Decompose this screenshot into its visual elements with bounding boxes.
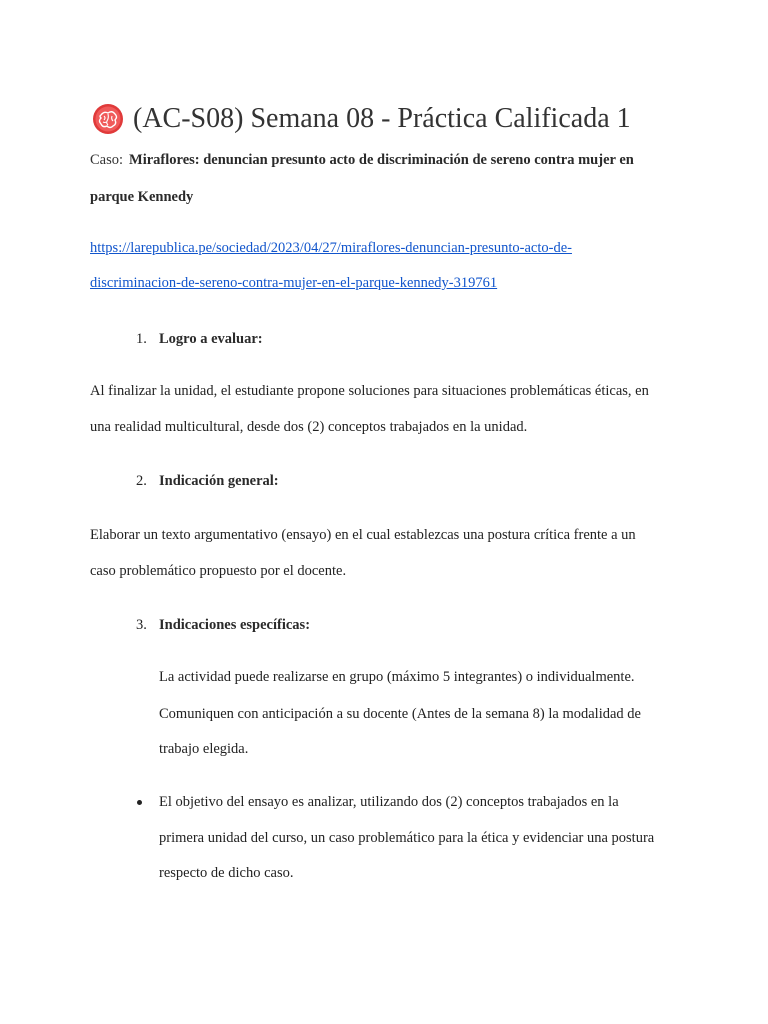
source-link-line1[interactable]: https://larepublica.pe/sociedad/2023/04/27/miraflores-denuncian-presunto-acto-de- [90, 240, 572, 256]
case-title-continued: parque Kennedy [90, 189, 194, 205]
case-title: Miraflores: denuncian presunto acto de discriminación de sereno contra mujer en [129, 152, 634, 168]
bullet-item-line: respecto de dicho caso. [159, 865, 294, 881]
case-label: Caso: [90, 152, 124, 168]
section-body-line: Comuniquen con anticipación a su docente (Antes de la semana 8) la modalidad de [159, 706, 641, 722]
bullet-item-line: El objetivo del ensayo es analizar, utilizando dos (2) conceptos trabajados en la [159, 794, 619, 810]
bullet-marker [137, 800, 142, 805]
title-row [92, 100, 631, 138]
brain-icon [92, 103, 124, 135]
case-line [90, 150, 634, 170]
section-body-line: trabajo elegida. [159, 741, 249, 757]
section-body-line: una realidad multicultural, desde dos (2) conceptos trabajados en la unidad. [90, 419, 528, 435]
section-number: 3. [136, 617, 147, 633]
section-heading-indicacion-general: Indicación general: [159, 473, 279, 489]
section-heading-logro: Logro a evaluar: [159, 331, 263, 347]
section-number: 1. [136, 331, 147, 347]
section-body-line: Elaborar un texto argumentativo (ensayo) en el cual establezcas una postura crítica frente a un [90, 527, 636, 543]
section-body-line: Al finalizar la unidad, el estudiante propone soluciones para situaciones problemáticas éticas, en [90, 383, 649, 399]
source-link-line2[interactable]: discriminacion-de-sereno-contra-mujer-en-el-parque-kennedy-319761 [90, 275, 498, 291]
section-number: 2. [136, 473, 147, 489]
bullet-item-line: primera unidad del curso, un caso problemático para la ética y evidenciar una postura [159, 830, 655, 846]
section-body-line: caso problemático propuesto por el docente. [90, 563, 347, 579]
page-title: (AC-S08) Semana 08 - Práctica Calificada 1 [133, 103, 631, 134]
section-heading-indicaciones-especificas: Indicaciones específicas: [159, 617, 311, 633]
section-body-line: La actividad puede realizarse en grupo (máximo 5 integrantes) o individualmente. [159, 669, 635, 685]
